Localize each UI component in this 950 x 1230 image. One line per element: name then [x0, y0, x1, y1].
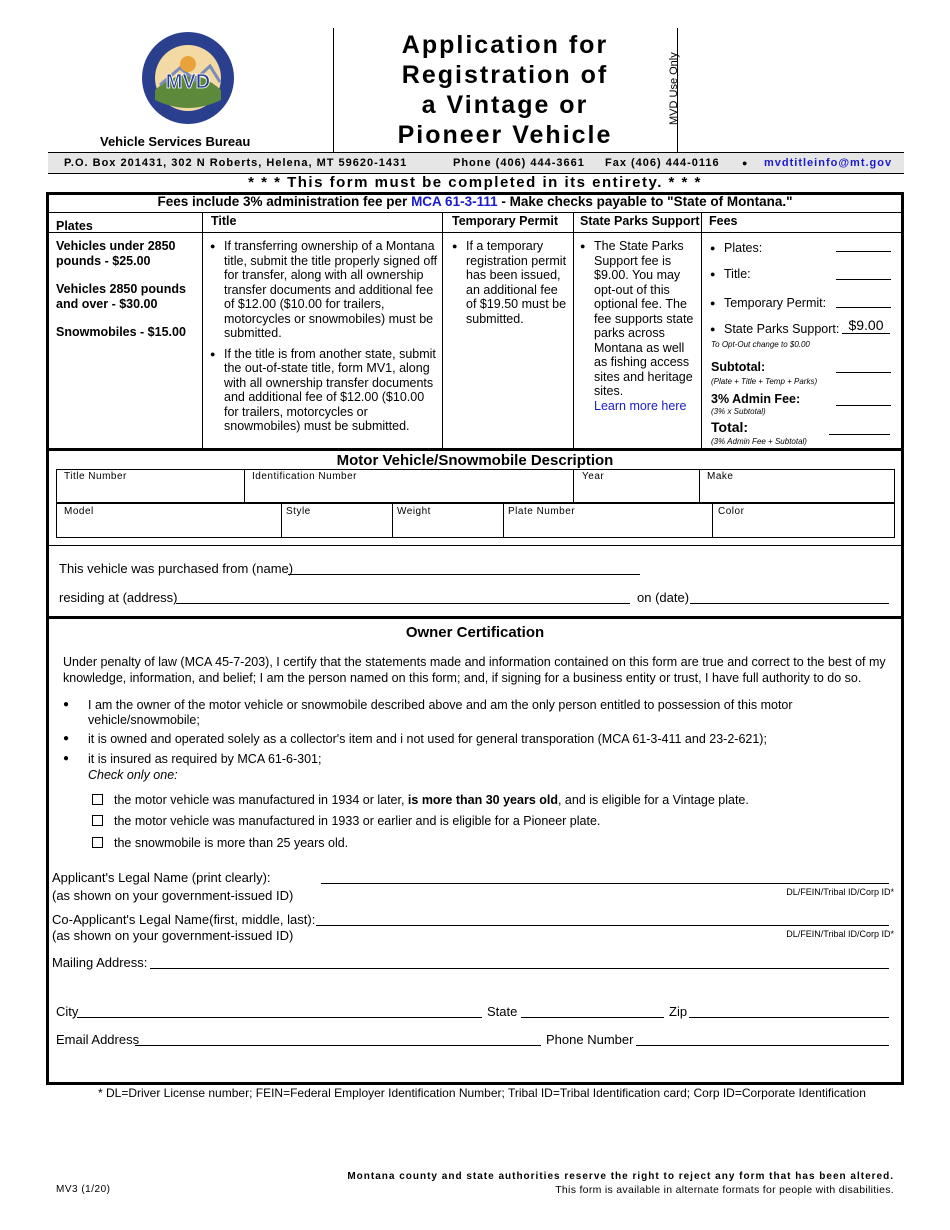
- vintage-option-label: the motor vehicle was manufactured in 1934 or later, is more than 30 years old, and is eligible for a Vintage plate.: [114, 793, 749, 807]
- applicant-id-note: (as shown on your government-issued ID): [52, 888, 294, 903]
- column-header-state-parks: State Parks Support: [580, 214, 700, 228]
- bullet-icon: ●: [63, 733, 70, 744]
- color-field[interactable]: Color: [718, 506, 745, 517]
- fee-parks-label: ● State Parks Support:: [710, 322, 839, 337]
- column-divider: [202, 212, 203, 448]
- fee-temp-label: ● Temporary Permit:: [710, 296, 826, 311]
- divider: [49, 232, 901, 233]
- section-divider: [49, 616, 901, 619]
- vintage-checkbox[interactable]: [92, 794, 103, 805]
- fee-temp-field[interactable]: [836, 296, 891, 308]
- column-header-temporary-permit: Temporary Permit: [452, 214, 559, 228]
- zip-field[interactable]: [689, 1004, 889, 1018]
- cert-statement-1: I am the owner of the motor vehicle or snowmobile described above and am the only person entitled to possession of this motor vehicle/snowmobile;: [88, 698, 793, 727]
- fee-parks-field[interactable]: $9.00: [842, 317, 890, 334]
- model-field[interactable]: Model: [64, 506, 94, 517]
- subtotal-label: Subtotal:: [711, 360, 766, 374]
- purchased-from-label: This vehicle was purchased from (name): [59, 561, 294, 576]
- pioneer-option-label: the motor vehicle was manufactured in 1933 or earlier and is eligible for a Pioneer plate.: [114, 814, 601, 828]
- vehicle-row-1: [56, 469, 895, 503]
- contact-bar: [48, 152, 904, 174]
- mailing-address-label: Mailing Address:: [52, 955, 148, 970]
- fax: Fax (406) 444-0116: [605, 157, 720, 169]
- mca-link[interactable]: MCA 61-3-111: [411, 194, 498, 209]
- plates-list: Vehicles under 2850 pounds - $25.00 Vehicles 2850 pounds and over - $30.00 Snowmobiles - $15.00: [56, 239, 186, 339]
- fee-title-label: ● Title:: [710, 267, 751, 282]
- column-header-plates: Plates: [56, 219, 93, 233]
- column-divider: [573, 212, 574, 448]
- field-divider: [712, 503, 713, 538]
- total-label: Total:: [711, 419, 749, 435]
- identification-number-field[interactable]: Identification Number: [252, 471, 357, 482]
- bullet-icon: ●: [63, 699, 70, 710]
- bullet-icon: ●: [63, 753, 70, 764]
- year-field[interactable]: Year: [582, 471, 605, 482]
- column-divider: [442, 212, 443, 448]
- email-label: Email Address: [56, 1032, 140, 1047]
- state-field[interactable]: [521, 1004, 664, 1018]
- co-applicant-name-label: Co-Applicant's Legal Name(first, middle, last):: [52, 912, 316, 927]
- state-parks-info: ● The State Parks Support fee is $9.00. You may opt-out of this optional fee. The fee supports state parks across Montana as well as fishing access sites and heritage sites. Learn more here: [580, 239, 698, 413]
- plate-number-field[interactable]: Plate Number: [508, 506, 576, 517]
- form-title: Application for Registration of a Vintage or Pioneer Vehicle: [397, 31, 613, 149]
- pioneer-checkbox[interactable]: [92, 815, 103, 826]
- alteration-warning: Montana county and state authorities reserve the right to reject any form that has been altered.: [347, 1171, 894, 1182]
- residing-at-label: residing at (address): [59, 590, 178, 605]
- total-field[interactable]: [829, 423, 890, 435]
- title-number-field[interactable]: Title Number: [64, 471, 127, 482]
- fees-note: Fees include 3% administration fee per MCA 61-3-111 - Make checks payable to "State of Montana.": [157, 194, 793, 209]
- id-footnote: * DL=Driver License number; FEIN=Federal Employer Identification Number; Tribal ID=Tribal Identification card; Corp ID=Corporate Identification: [98, 1086, 866, 1100]
- divider: [49, 545, 901, 546]
- email-link[interactable]: mvdtitleinfo@mt.gov: [764, 157, 893, 169]
- svg-text:MVD: MVD: [165, 71, 211, 93]
- purchase-date-field[interactable]: [690, 590, 889, 604]
- divider: [49, 212, 901, 213]
- applicant-name-field[interactable]: [321, 870, 889, 884]
- field-divider: [503, 503, 504, 538]
- certification-heading: Owner Certification: [405, 624, 545, 641]
- on-date-label: on (date): [637, 590, 690, 605]
- field-divider: [699, 469, 700, 503]
- residing-at-field[interactable]: [176, 590, 630, 604]
- phone-field[interactable]: [636, 1032, 889, 1046]
- vehicle-section-heading: Motor Vehicle/Snowmobile Description: [336, 452, 614, 469]
- state-label: State: [487, 1004, 518, 1019]
- field-divider: [281, 503, 282, 538]
- field-divider: [573, 469, 574, 503]
- title-instructions: ● If transferring ownership of a Montana title, submit the title properly signed off for transfer, along with all ownership transfer documents and additional fee of $12.00 ($10.00 for trailers, motorcycles or snowmobiles) must be submitted. ● If the title is from another state, submit the out-of-state title, form MV1, along with all ownership transfer documents and additional fee of $12.00 ($10.00 for trailers, motorcycles or snowmobiles) must be submitted.: [210, 239, 438, 434]
- mvd-logo: [140, 30, 236, 126]
- admin-fee-field[interactable]: [836, 394, 891, 406]
- temp-permit-info: ● If a temporary registration permit has been issued, an additional fee of $19.50 must be submitted.: [452, 239, 570, 326]
- section-divider: [49, 448, 901, 451]
- snowmobile-option-label: the snowmobile is more than 25 years old.: [114, 836, 349, 850]
- bullet-icon: ●: [742, 158, 749, 168]
- weight-field[interactable]: Weight: [397, 506, 431, 517]
- admin-fee-note: (3% x Subtotal): [711, 407, 766, 416]
- subtotal-note: (Plate + Title + Temp + Parks): [711, 377, 818, 386]
- city-label: City: [56, 1004, 79, 1019]
- completion-notice: * * * This form must be completed in its entirety. * * *: [248, 174, 702, 191]
- column-header-title: Title: [211, 214, 237, 228]
- certification-intro: Under penalty of law (MCA 45-7-203), I certify that the statements made and information contained on this form are true and correct to the best of my knowledge, information, and belief; I am the person named on this form; and, if signing for a business entity or trust, I have full authority to do so.: [63, 655, 886, 685]
- mailing-address-field[interactable]: [150, 955, 889, 969]
- field-divider: [392, 503, 393, 538]
- co-applicant-id-note: (as shown on your government-issued ID): [52, 928, 294, 943]
- column-divider: [701, 212, 702, 448]
- learn-more-link[interactable]: Learn more here: [594, 398, 687, 413]
- email-field[interactable]: [135, 1032, 541, 1046]
- style-field[interactable]: Style: [286, 506, 311, 517]
- applicant-name-label: Applicant's Legal Name (print clearly):: [52, 870, 271, 885]
- zip-label: Zip: [669, 1004, 688, 1019]
- check-only-one: Check only one:: [88, 768, 178, 782]
- applicant-id-type-label: DL/FEIN/Tribal ID/Corp ID*: [786, 887, 894, 897]
- header-divider: [333, 28, 334, 152]
- subtotal-field[interactable]: [836, 361, 891, 373]
- co-applicant-name-field[interactable]: [316, 912, 889, 926]
- make-field[interactable]: Make: [707, 471, 734, 482]
- fee-plates-label: ● Plates:: [710, 241, 762, 256]
- field-divider: [244, 469, 245, 503]
- phone: Phone (406) 444-3661: [453, 157, 585, 169]
- vehicle-row-2: [56, 503, 895, 538]
- cert-statement-3: it is insured as required by MCA 61-6-301;: [88, 752, 322, 766]
- co-applicant-id-type-label: DL/FEIN/Tribal ID/Corp ID*: [786, 929, 894, 939]
- cert-statement-2: it is owned and operated solely as a collector's item and i not used for general transporation (MCA 61-3-411 and 23-2-621);: [88, 732, 767, 746]
- admin-fee-label: 3% Admin Fee:: [711, 392, 801, 406]
- purchased-from-field[interactable]: [288, 561, 640, 575]
- snowmobile-checkbox[interactable]: [92, 837, 103, 848]
- column-header-fees: Fees: [709, 214, 738, 228]
- bureau-name: Vehicle Services Bureau: [100, 134, 251, 149]
- city-field[interactable]: [77, 1004, 482, 1018]
- fee-plates-field[interactable]: [836, 240, 891, 252]
- mvd-use-only-label: MVD Use Only: [668, 52, 680, 125]
- mailing-address: P.O. Box 201431, 302 N Roberts, Helena, MT 59620-1431: [64, 157, 408, 169]
- opt-out-note: To Opt-Out change to $0.00: [711, 340, 810, 349]
- fee-title-field[interactable]: [836, 268, 891, 280]
- phone-label: Phone Number: [546, 1032, 634, 1047]
- form-id: MV3 (1/20): [56, 1184, 111, 1195]
- total-note: (3% Admin Fee + Subtotal): [711, 437, 807, 446]
- accessibility-note: This form is available in alternate formats for people with disabilities.: [555, 1184, 894, 1196]
